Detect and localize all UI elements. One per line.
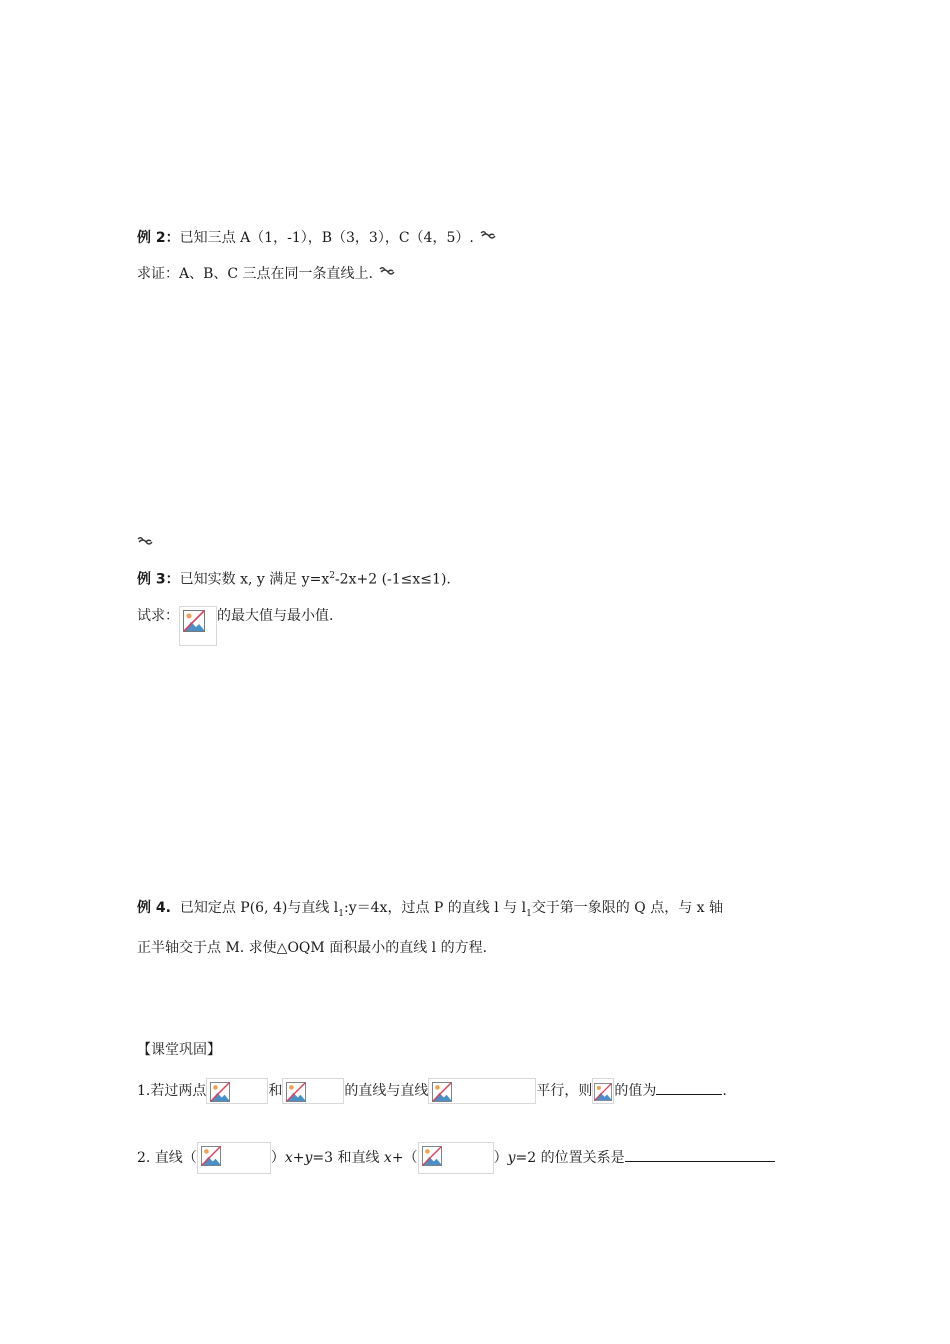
q2-var-x2: x	[383, 1150, 392, 1166]
q1-text-a: 1.若过两点	[137, 1083, 207, 1099]
q2-text-b: ）	[270, 1150, 285, 1166]
empty-paragraph	[137, 534, 153, 554]
example-4-line-2	[137, 938, 487, 958]
q2-text-d: ）	[493, 1150, 508, 1166]
example-2-prove	[137, 264, 395, 284]
q2-plus1: +	[292, 1150, 305, 1166]
example-3-colon: ：	[165, 571, 180, 588]
example-2-text: 已知三点 A（1，-1），B（3，3），C（4，5）.	[179, 230, 474, 246]
broken-image-icon	[422, 1146, 442, 1166]
q1-text-d: 平行，则	[536, 1083, 593, 1099]
example-3-line	[137, 566, 451, 590]
broken-image-icon	[183, 610, 205, 632]
example-3-ask-b: 的最大值与最小值.	[217, 608, 334, 624]
q1-text-b: 和	[268, 1083, 283, 1099]
example-4-label: 例 4.	[137, 900, 171, 916]
broken-image-icon	[594, 1082, 612, 1102]
q2-var-x1: x	[284, 1150, 293, 1166]
example-4-text-b: :y＝4x，过点 P 的直线 l 与 l	[344, 900, 527, 916]
example-2-label: 例 2	[137, 230, 166, 246]
example-4-sub2: 1	[526, 908, 532, 919]
q2-text-c: =3 和直线	[312, 1150, 384, 1166]
section-heading-text: 【课堂巩固】	[137, 1042, 221, 1058]
q2-text-e: =2 的位置关系是	[515, 1150, 625, 1166]
formula-image	[418, 1142, 494, 1174]
example-3-text-b: -2x+2 (-1≤x≤1).	[334, 571, 451, 588]
broken-image-icon	[286, 1082, 306, 1102]
return-mark-icon	[137, 534, 153, 554]
example-3-ask	[137, 606, 333, 646]
section-heading	[137, 1040, 221, 1060]
question-2	[137, 1142, 775, 1174]
broken-image-icon	[201, 1146, 221, 1166]
formula-image	[592, 1078, 614, 1104]
example-3-ask-a: 试求：	[137, 608, 179, 624]
formula-image	[197, 1142, 271, 1174]
formula-image	[206, 1078, 268, 1104]
example-2-prove-text: 求证：A、B、C 三点在同一条直线上.	[137, 266, 374, 282]
return-mark-icon	[480, 228, 496, 248]
q2-plus2: +（	[391, 1150, 418, 1166]
broken-image-icon	[210, 1082, 230, 1102]
broken-image-icon	[432, 1082, 452, 1102]
q2-var-y2: y	[507, 1150, 516, 1166]
return-mark-icon	[379, 264, 395, 284]
formula-image	[428, 1078, 536, 1104]
example-4-sub1: 1	[338, 908, 345, 919]
q1-text-e: 的值为	[614, 1083, 657, 1099]
q2-text-a: 2. 直线（	[137, 1150, 197, 1166]
example-3-text-a: 已知实数 x, y 满足 y=x	[179, 571, 330, 588]
formula-image	[282, 1078, 344, 1104]
example-3-sup: 2	[329, 571, 335, 581]
example-4-text-c: 交于第一象限的 Q 点，与 x 轴	[531, 900, 723, 916]
example-4-line-1	[137, 898, 723, 924]
example-4-text-a: 已知定点 P(6, 4)与直线 l	[179, 900, 339, 916]
q1-text-c: 的直线与直线	[344, 1083, 429, 1099]
answer-blank[interactable]	[625, 1147, 775, 1162]
q2-var-y1: y	[304, 1150, 313, 1166]
q1-end: .	[722, 1083, 727, 1099]
answer-blank[interactable]	[656, 1080, 722, 1095]
example-3-label: 例 3	[137, 571, 166, 588]
example-2-line	[137, 228, 496, 248]
example-2-colon: ：	[165, 230, 180, 246]
example-4-text-line2: 正半轴交于点 M. 求使△OQM 面积最小的直线 l 的方程.	[137, 940, 488, 956]
question-1	[137, 1078, 727, 1104]
formula-image	[179, 606, 217, 646]
